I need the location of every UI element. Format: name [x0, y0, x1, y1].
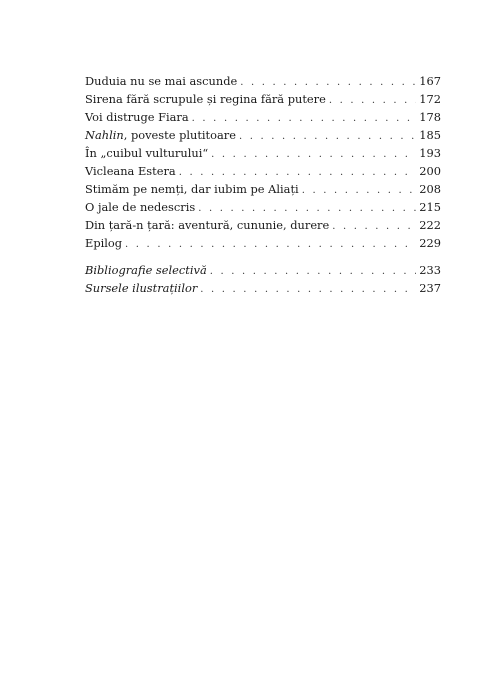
toc-entry-page: 185	[419, 128, 441, 142]
toc-leader-dots	[332, 218, 416, 236]
toc-entry	[85, 126, 441, 144]
toc-leader-dots	[211, 146, 416, 164]
toc-entry-page: 222	[419, 218, 441, 232]
toc-entry	[85, 180, 441, 198]
toc-entry-page: 208	[419, 182, 441, 196]
toc-entry	[85, 234, 441, 252]
toc-entry-title: Stimăm pe nemți, dar iubim pe Aliați	[85, 182, 299, 196]
toc-leader-dots	[302, 182, 417, 200]
toc-entry-page: 178	[419, 110, 441, 124]
toc-entry-title: Bibliografie selectivă	[85, 263, 207, 277]
toc-entry-title: Din țară-n țară: aventură, cununie, durere	[85, 218, 330, 232]
toc-entry-page: 229	[419, 236, 441, 250]
toc-appendix-entry	[85, 261, 441, 279]
toc-entry-title: Sursele ilustrațiilor	[85, 281, 198, 295]
toc-entry-page: 215	[419, 200, 441, 214]
toc-entry-title: În „cuibul vulturului“	[85, 146, 209, 160]
toc-entry	[85, 198, 441, 216]
toc-leader-dots	[200, 281, 416, 299]
toc-entry-title: Duduia nu se mai ascunde	[85, 74, 238, 88]
toc-entry-page: 233	[419, 263, 441, 277]
toc-entry	[85, 108, 441, 126]
toc-entry-page: 172	[419, 92, 441, 106]
toc-entry-page: 237	[419, 281, 441, 295]
toc-entry-title: Epilog	[85, 236, 123, 250]
toc-entry-title: Vicleana Estera	[85, 164, 176, 178]
toc-entry-title	[85, 126, 239, 144]
toc-leader-dots	[239, 128, 416, 146]
toc-leader-dots	[329, 92, 416, 110]
toc-entry	[85, 72, 441, 90]
toc-leader-dots	[125, 236, 416, 254]
toc-entry	[85, 90, 441, 108]
toc-appendix-entry	[85, 279, 441, 297]
toc-entry-title: Voi distruge Fiara	[85, 110, 189, 124]
table-of-contents	[85, 72, 441, 297]
toc-entry-page: 193	[419, 146, 441, 160]
toc-entry	[85, 144, 441, 162]
toc-entry	[85, 162, 441, 180]
toc-leader-dots	[210, 263, 417, 281]
toc-entry-title-italic: Nahlin	[85, 128, 124, 142]
toc-entry-title-rest: , poveste plutitoare	[123, 128, 236, 142]
toc-entry-page: 200	[419, 164, 441, 178]
toc-entry	[85, 216, 441, 234]
toc-entry-page: 167	[419, 74, 441, 88]
toc-entry-title: Sirena fără scrupule și regina fără putere	[85, 92, 326, 106]
toc-list	[85, 72, 441, 297]
toc-entry-title: O jale de nedescris	[85, 200, 196, 214]
